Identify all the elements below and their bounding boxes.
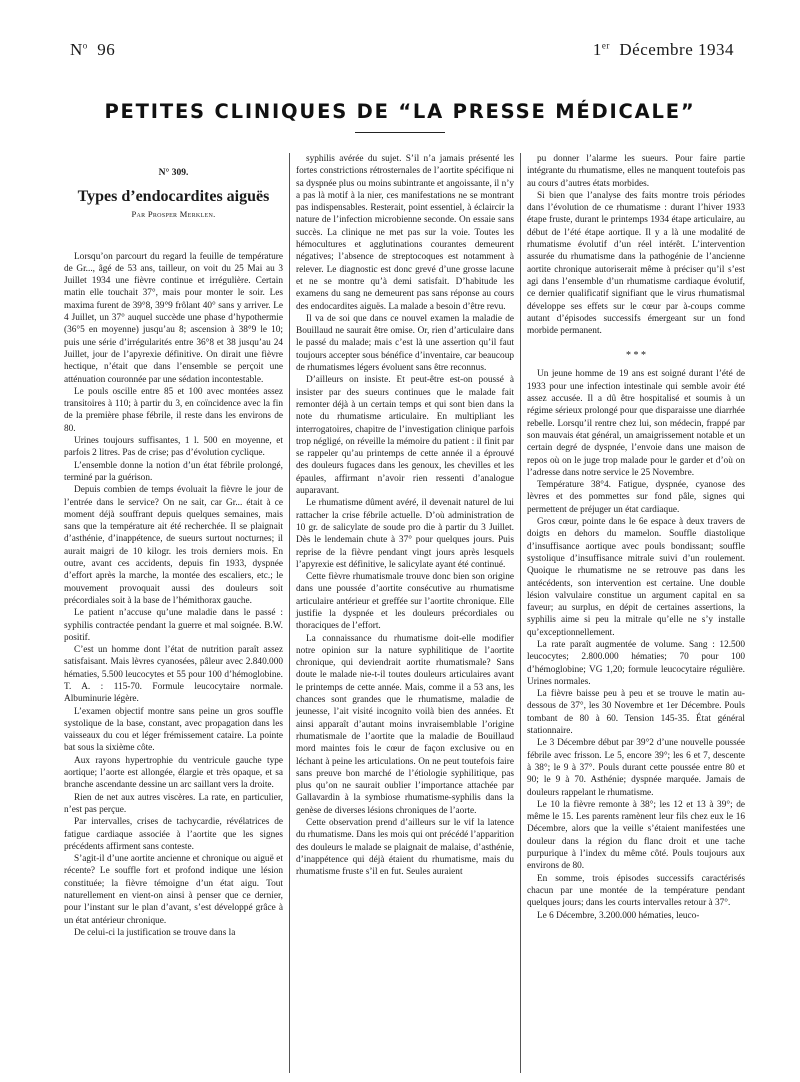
issue-date: 1er Décembre 1934 [592,40,734,59]
page-header [70,40,734,60]
paragraph: Cette observation prend d’ailleurs sur le vif la latence du rhumatisme. Dans les mois qui ont précédé l’apparition des douleurs le malade se plaignait de malaise, d’asthénie, d’inappétence qui déjà étaient du rhumatisme, mais du rhumatisme fruste s’il en fut. Seules auraient [296,818,514,878]
paragraph: Le rhumatisme dûment avéré, il devenait naturel de lui rattacher la crise fébrile actuelle. D’où administration de 10 gr. de salicylate de soude pro die à partir du 3 Juillet. Dès le lendemain chute à 37° pour quelques jours. Puis reprise de la fièvre pendant vingt jours après lesquels l’apyrexie est définitive, le salicylate ayant été continué. [296,498,514,570]
paragraph: Gros cœur, pointe dans le 6e espace à deux travers de doigts en dehors du mamelon. Souffle diastolique d’insuffisance aortique avec pouls bondissant; souffle systolique d’insuffisance mitrale suivi d’un roulement. Quoique le rhumatisme ne se retrouve pas dans les antécédents, son intervention est certaine. Une double lésion valvulaire constitue un argument capital en sa faveur; au surplus, en dépit de certaines assertions, la syphilis aime si peu la mitrale qu’elle ne s’y installe qu’exceptionnellement. [527,517,745,638]
paragraph: La rate paraît augmentée de volume. Sang : 12.500 leucocytes; 2.800.000 hématies; 70 pour 100 d’hémoglobine; VG 1,20; formule leucocytaire régulière. Urines normales. [527,639,745,687]
paragraph: Il va de soi que dans ce nouvel examen la maladie de Bouillaud ne saurait être omise. Or, rien d’articulaire dans le passé du malade; mais c’est là une assertion qu’il faut toujours accepter sous bénéfice d’inventaire, car beaucoup de rhumatismes légers évoluent sans être reconnus. [296,313,514,374]
paragraph: syphilis avérée du sujet. S’il n’a jamais présenté les fortes constrictions rétrosternales de l’aortite spécifique ni sa dyspnée plus ou moins subintrante et angoissante, il n’y a pas là motif à la nier, ces manifestations ne se montrant pas indispensables. Resterait, point essentiel, à éclaircir la nature de l’infection microbienne seconde. On essaie sans succès. La clinique ne met pas sur la voie. Toutes les hémocultures et agglutinations courantes demeurent négatives; l’absence de streptocoques est notamment à relever. Le diagnostic est donc grevé d’une grosse lacune et ne se montre qu’à demi satisfait. D’habitude les examens du sang ne demeurent pas sans réponse au cours des endocardites aiguës. La malade a besoin d’être revu. [296,154,514,312]
paragraph: S’agit-il d’une aortite ancienne et chronique ou aiguë et récente? Le souffle fort et profond indique une lésion constituée; la fièvre témoigne d’un état aigu. Tout naturellement en vient-on ainsi à penser que ce dernier, pour l’instant sur le plan d’avant, s’est développé grâce à un état antérieur chronique. [64,854,283,926]
column-2 [289,153,520,1073]
article-number: N° 309. [158,168,189,178]
journal-title: PETITES CLINIQUES DE “LA PRESSE MÉDICALE” [104,100,696,123]
article-title: Types d’endocardites aiguës [77,188,270,206]
paragraph: Le 10 la fièvre remonte à 38°; les 12 et 13 à 39°; de même le 15. Les parents ramènent leur fils chez eux le 16 Décembre, alors que la veille s’étaient manifestées une douleur dans la région du flanc droit et une tache purpurique à l’index du même côté. Pouls toujours aux environs de 80. [527,799,745,872]
paragraph: pu donner l’alarme les sueurs. Pour faire partie intégrante du rhumatisme, elles ne manquent toutefois pas au cours d’autres états morbides. [527,154,745,189]
paragraph: Le patient n’accuse qu’une maladie dans le passé : syphilis contractée pendant la guerre et mal soignée. B.W. positif. [64,608,283,643]
article-columns [58,153,752,1073]
paragraph: Depuis combien de temps évoluait la fièvre le jour de l’entrée dans le service? On ne sait, car Gr... était à ce moment déjà souffrant depuis quelques semaines, mais sans que la température ait été recherchée. Il se plaignait d’asthénie, d’inappétence, de sueurs surtout nocturnes; il aurait maigri de 10 kilogr. les trois derniers mois. En outre, avant ces accidents, depuis fin 1933, dyspnée d’effort après la marche, la montée des escaliers, etc.; le mouvement provoquait aussi des douleurs soit précordiales soit à la base de l’hémithorax gauche. [64,485,283,606]
column-1 [58,153,289,1073]
article-byline: Par Prosper Merklen. [131,209,216,220]
title-rule [355,132,445,133]
paragraph: Aux rayons hypertrophie du ventricule gauche type aortique; l’aorte est allongée, élargie et très opaque, et sa branche ascendante dessine un arc saillant vers la droite. [64,755,283,791]
paragraph: Cette fièvre rhumatismale trouve donc bien son origine dans une poussée d’aortite consécutive au rhumatisme articulaire antérieur et greffée sur l’aortite chronique. Elle justifie la dyspnée et les douleurs précordiales ou thoraciques de l’effort. [296,572,514,632]
paragraph: De celui-ci la justification se trouve dans la [74,927,236,938]
paragraph: Le 3 Décembre début par 39°2 d’une nouvelle poussée fébrile avec frisson. Le 5, encore 39°; les 6 et 7, descente à 38°; le 9 à 37°. Pouls durant cette poussée entre 80 et 90; le 9 à 70. Asthénie; dyspnée marquée. Jamais de douleurs rappelant le rhumatisme. [527,738,745,798]
paragraph: L’ensemble donne la notion d’un état fébrile prolongé, terminé par la guérison. [64,460,283,483]
paragraph: Le pouls oscille entre 85 et 100 avec montées assez transitoires à 110; à partir du 3, en coïncidence avec la fin de la première phase fébrile, il reste dans les environs de 80. [64,386,283,434]
paragraph: La fièvre baisse peu à peu et se trouve le matin au-dessous de 37°, les 30 Novembre et 1er Décembre. Pouls tombant de 80 à 60. Tension 145-35. État général stationnaire. [527,689,745,737]
paragraph: C’est un homme dont l’état de nutrition paraît assez satisfaisant. Mais lèvres cyanosées, pâleur avec 2.840.000 hématies, 5.500 leucocytes et 55 pour 100 d’hémoglobine. T. A. : 115-70. Formule leucocytaire normale. Albuminurie légère. [64,645,283,705]
paragraph: Rien de net aux autres viscères. La rate, en particulier, n’est pas perçue. [64,792,283,815]
paragraph: Le 6 Décembre, 3.200.000 hématies, leuco- [537,910,700,921]
paragraph: La connaissance du rhumatisme doit-elle modifier notre opinion sur la nature syphilitique de l’aortite chronique, qui deviendrait aortite rhumatismale? Sans doute le malade nie-t-il toutes douleurs articulaires avant le printemps de cette année. Mais, comme il a 53 ans, les chances sont grandes que le rhumatisme, maladie de jeunesse, l’ait visité incognito voilà bien des années. Et ainsi apparaît d’autant moins invraisemblable l’origine rhumatismale de l’aortite que la maladie de Bouillaud mord maintes fois le cœur de façon exclusive ou en léchant à peine les articulations. On ne peut toutefois faire sans preuve bon marché de l’étiologie syphilitique, pas plus qu’on ne saurait oublier l’importance attachée par Gallavardin à la symbiose rhumatisme-syphilis dans la genèse de diverses lésions chroniques de l’aorte. [296,633,514,816]
paragraph: Urines toujours suffisantes, 1 l. 500 en moyenne, et parfois 2 litres. Pas de crise; pas d’évolution cyclique. [64,436,283,459]
paragraph: En somme, trois épisodes successifs caractérisés chacun par une montée de la température pendant quelques jours; dans les courts intervalles retour à 37°. [527,873,745,909]
paragraph: D’ailleurs on insiste. Et peut-être est-on poussé à insister par des sueurs continues que le malade fait remonter déjà à un certain temps et qui sont bien dans la note du rhumatisme articulaire. En multipliant les interrogatoires, chapitre de l’investigation clinique parfois trop négligé, on réveille la mémoire du patient : il finit par se rappeler qu’au printemps de cette année il a éprouvé des douleurs fugaces dans les genoux, les chevilles et les épaules, affirmant n’avoir rien ressenti d’analogue auparavant. [296,375,514,497]
paragraph: L’examen objectif montre sans peine un gros souffle systolique de la base, constant, avec propagation dans les vaisseaux du cou et léger frémissement cataire. La pointe bat sous la sixième côte. [64,706,283,754]
paragraph: Température 38°4. Fatigue, dyspnée, cyanose des lèvres et des pommettes sur fond pâle, signes qui permettent de préjuger un état cardiaque. [527,480,745,515]
paragraph: Par intervalles, crises de tachycardie, révélatrices de fatigue cardiaque associée à l’aortite que les signes précédents affirment sans conteste. [64,817,283,852]
paragraph: Si bien que l’analyse des faits montre trois périodes dans l’évolution de ce rhumatisme : durant l’hiver 1933 étape fruste, durant le printemps 1934 étape articulaire, au début de l’été étape aortique. Il y a là une modalité de rhumatisme évolutif d’un réel intérêt. L’intervention assurée du rhumatisme dans la pathogénie de l’ancienne aortite chronique autoriserait même à préciser qu’il s’est agi dans l’ensemble d’un rhumatisme cardiaque évolutif, ce dernier qualificatif signifiant que le virus rhumatismal développe ses effets sur le cœur par à-coups comme autant d’épisodes successifs émergeant sur un fond morbide permanent. [527,190,745,337]
paragraph: Lorsqu’on parcourt du regard la feuille de température de Gr..., âgé de 53 ans, tailleur, on voit du 25 Mai au 3 Juillet 1934 une fièvre continue et irrégulière. Certain matin elle touchait 37°, mais pour monter le soir. Les maxima furent de 39°8, 39°9 frôlant 40° sans y arriver. Le 4 Juillet, un 37° auquel succède une phase d’hypothermie (36°5 en moyenne) jusqu’au 8; ascension à 38°9 le 10; puis une série d’irrégularités entre 36°8 et 38 jusqu’au 24 Juillet, jour de l’apyrexie définitive. On dirait une fièvre hectique, n’était que dans l’ensemble se perçoit une atténuation couronnée par une sédation incontestable. [64,251,283,385]
section-separator: * * * [626,350,646,362]
issue-number: $N^o$ 96 [70,40,116,59]
column-3 [520,153,751,1073]
paragraph: Un jeune homme de 19 ans est soigné durant l’été de 1933 pour une infection intestinale qui semble avoir été assez accusée. Il a dû être hospitalisé et soumis à un régime sérieux prolongé pour que disparaisse une diarrhée rebelle. Lorsqu’il rentre chez lui, son médecin, frappé par son mauvais état général, un amaigrissement notable et un certain degré de dyspnée, l’envoie dans une maison de repos où on le juge trop malade pour le garder et d’où on l’adresse dans notre service le 25 Novembre. [527,369,745,478]
